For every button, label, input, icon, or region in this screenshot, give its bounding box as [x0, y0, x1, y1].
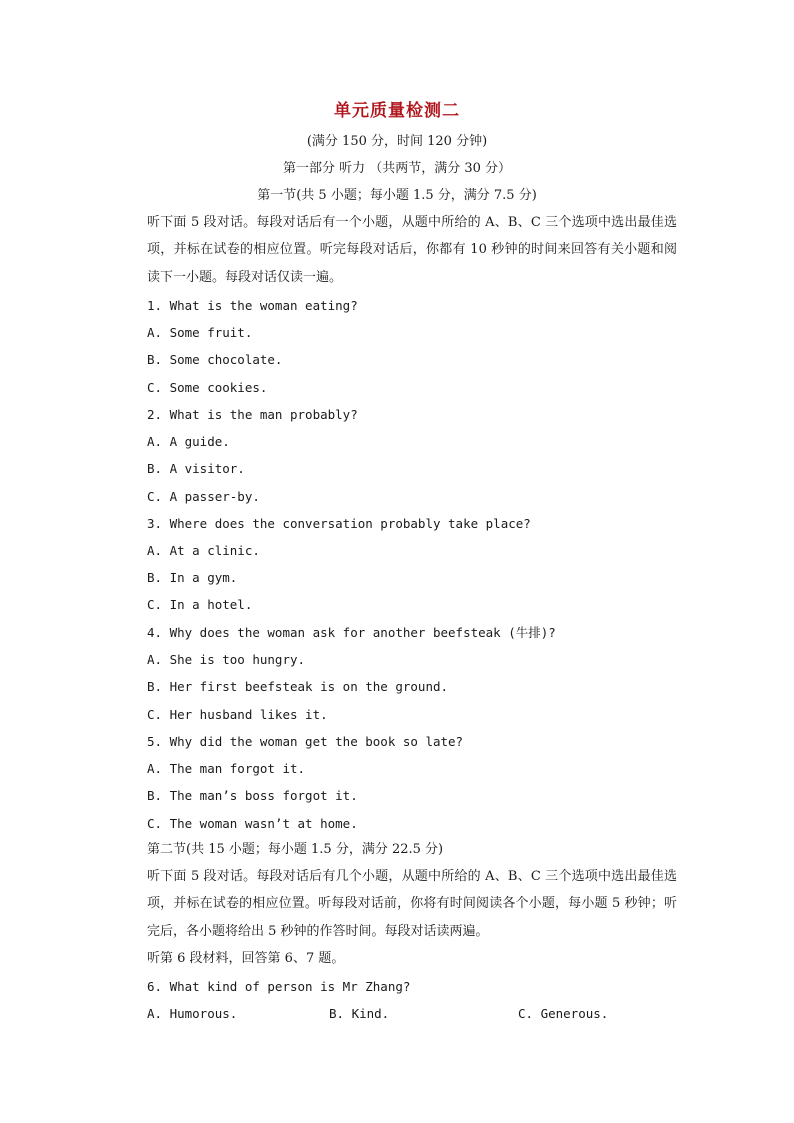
- q2-option-a: A. A guide.: [147, 434, 230, 449]
- q4-option-a: A. She is too hungry.: [147, 652, 306, 667]
- score-time-note: (满分 150 分，时间 120 分钟): [306, 134, 488, 149]
- section-one-heading: 第一节(共 5 小题；每小题 1.5 分，满分 7.5 分): [257, 188, 537, 203]
- q5-option-b: B. The man’s boss forgot it.: [147, 788, 358, 803]
- q1-option-c: C. Some cookies.: [147, 380, 268, 395]
- q5-option-a: A. The man forgot it.: [147, 761, 306, 776]
- document-title: 单元质量检测二: [334, 101, 460, 121]
- q1-option-a: A. Some fruit.: [147, 325, 253, 340]
- q6-option-a: A. Humorous.: [147, 1006, 238, 1021]
- q2-option-c: C. A passer-by.: [147, 489, 260, 504]
- question-3: 3. Where does the conversation probably take place?: [147, 516, 531, 531]
- question-6: 6. What kind of person is Mr Zhang?: [147, 979, 411, 994]
- question-5: 5. Why did the woman get the book so late?: [147, 734, 464, 749]
- part-one-heading: 第一部分 听力 （共两节，满分 30 分）: [282, 161, 512, 176]
- q6-option-c: C. Generous.: [518, 1006, 609, 1021]
- material-6-note: 听第 6 段材料，回答第 6、7 题。: [147, 951, 345, 966]
- q3-option-b: B. In a gym.: [147, 570, 238, 585]
- section-two-instructions: 听下面 5 段对话。每段对话后有几个小题，从题中所给的 A、B、C 三个选项中选出最佳选项，并标在试卷的相应位置。听每段对话前，你将有时间阅读各个小题，每小题 5 秒钟；听完后，各小题将给出 5 秒钟的作答时间。每段对话读两遍。: [147, 869, 677, 939]
- q3-option-c: C. In a hotel.: [147, 597, 253, 612]
- q4-option-b: B. Her first beefsteak is on the ground.: [147, 679, 449, 694]
- q4-option-c: C. Her husband likes it.: [147, 707, 328, 722]
- section-one-instructions: 听下面 5 段对话。每段对话后有一个小题，从题中所给的 A、B、C 三个选项中选出最佳选项，并标在试卷的相应位置。听完每段对话后，你都有 10 秒钟的时间来回答有关小题和阅读下一小题。每段对话仅读一遍。: [147, 215, 677, 285]
- section-two-heading: 第二节(共 15 小题；每小题 1.5 分，满分 22.5 分): [147, 842, 444, 857]
- question-4: 4. Why does the woman ask for another beefsteak (牛排)?: [147, 625, 556, 640]
- q2-option-b: B. A visitor.: [147, 461, 245, 476]
- q1-option-b: B. Some chocolate.: [147, 352, 283, 367]
- q6-option-b: B. Kind.: [329, 1006, 390, 1021]
- q5-option-c: C. The woman wasn’t at home.: [147, 816, 358, 831]
- q3-option-a: A. At a clinic.: [147, 543, 260, 558]
- question-2: 2. What is the man probably?: [147, 407, 358, 422]
- question-1: 1. What is the woman eating?: [147, 298, 358, 313]
